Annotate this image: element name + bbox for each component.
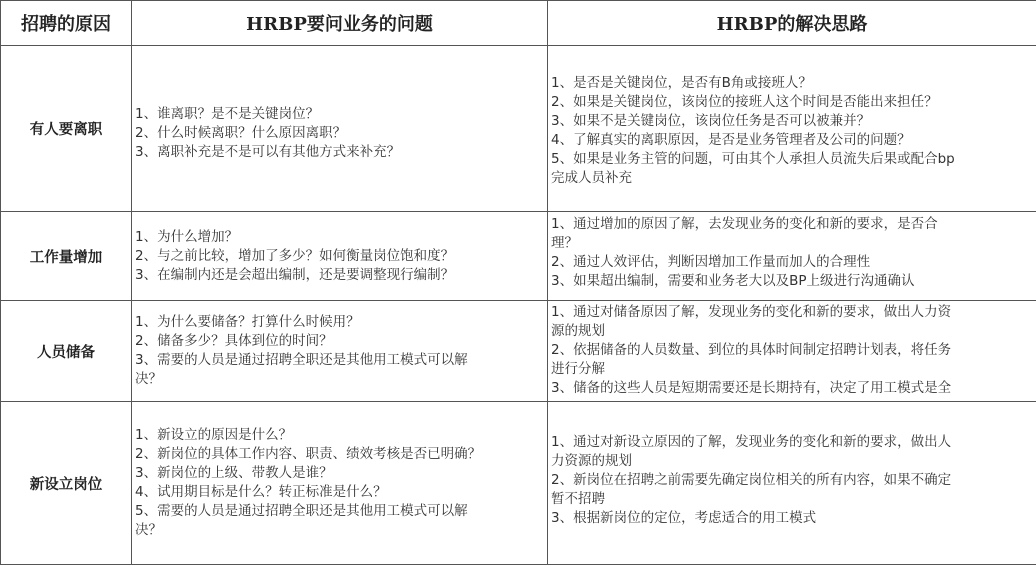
question-line: 1、为什么增加？ <box>135 228 543 247</box>
question-line: 决？ <box>135 521 543 540</box>
questions-cell <box>132 402 548 565</box>
questions-cell <box>132 46 548 212</box>
solutions-cell <box>548 212 1036 301</box>
solution-line: 1、是否是关键岗位，是否有B角或接班人？ <box>551 74 1032 93</box>
question-line: 2、什么时候离职？什么原因离职？ <box>135 124 543 143</box>
solution-line: 理？ <box>551 234 1032 253</box>
solution-line: 1、通过对储备原因了解，发现业务的变化和新的要求，做出人力资 <box>551 303 1032 322</box>
solution-line: 2、新岗位在招聘之前需要先确定岗位相关的所有内容，如果不确定 <box>551 471 1032 490</box>
solution-line: 源的规划 <box>551 322 1032 341</box>
solution-line: 2、依据储备的人员数量、到位的具体时间制定招聘计划表，将任务 <box>551 341 1032 360</box>
question-line: 1、为什么要储备？打算什么时候用？ <box>135 313 543 332</box>
solutions-cell <box>548 301 1036 402</box>
solution-line: 1、通过增加的原因了解，去发现业务的变化和新的要求，是否合 <box>551 215 1032 234</box>
questions-cell <box>132 212 548 301</box>
header-reason: 招聘的原因 <box>1 1 132 46</box>
question-line: 2、储备多少？具体到位的时间？ <box>135 332 543 351</box>
solution-line: 暂不招聘 <box>551 490 1032 509</box>
question-line: 决？ <box>135 370 543 389</box>
header-row <box>1 1 1036 46</box>
table-row <box>1 46 1036 212</box>
header-questions: HRBP要问业务的问题 <box>132 1 548 46</box>
question-line: 3、离职补充是不是可以有其他方式来补充？ <box>135 143 543 162</box>
solution-line: 3、如果超出编制，需要和业务老大以及BP上级进行沟通确认 <box>551 272 1032 291</box>
question-line: 1、谁离职？是不是关键岗位？ <box>135 105 543 124</box>
solution-line: 2、如果是关键岗位，该岗位的接班人这个时间是否能出来担任？ <box>551 93 1032 112</box>
question-line: 3、需要的人员是通过招聘全职还是其他用工模式可以解 <box>135 351 543 370</box>
question-line: 2、新岗位的具体工作内容、职责、绩效考核是否已明确？ <box>135 445 543 464</box>
solution-line: 3、根据新岗位的定位，考虑适合的用工模式 <box>551 509 1032 528</box>
question-line: 4、试用期目标是什么？转正标准是什么？ <box>135 483 543 502</box>
reason-cell: 工作量增加 <box>1 212 132 301</box>
solution-line: 进行分解 <box>551 360 1032 379</box>
table-row <box>1 402 1036 565</box>
question-line: 3、在编制内还是会超出编制，还是要调整现行编制？ <box>135 266 543 285</box>
table-row <box>1 212 1036 301</box>
solutions-cell <box>548 402 1036 565</box>
question-line: 2、与之前比较，增加了多少？如何衡量岗位饱和度？ <box>135 247 543 266</box>
solution-line: 力资源的规划 <box>551 452 1032 471</box>
reason-cell: 有人要离职 <box>1 46 132 212</box>
solution-line: 3、如果不是关键岗位，该岗位任务是否可以被兼并？ <box>551 112 1032 131</box>
solution-line: 完成人员补充 <box>551 169 1032 188</box>
reason-cell: 新设立岗位 <box>1 402 132 565</box>
solution-line: 1、通过对新设立原因的了解，发现业务的变化和新的要求，做出人 <box>551 433 1032 452</box>
questions-cell <box>132 301 548 402</box>
reason-cell: 人员储备 <box>1 301 132 402</box>
solution-line: 2、通过人效评估，判断因增加工作量而加人的合理性 <box>551 253 1032 272</box>
question-line: 3、新岗位的上级、带教人是谁？ <box>135 464 543 483</box>
solution-line: 4、了解真实的离职原因，是否是业务管理者及公司的问题？ <box>551 131 1032 150</box>
solution-line: 3、储备的这些人员是短期需要还是长期持有，决定了用工模式是全 <box>551 379 1032 398</box>
question-line: 5、需要的人员是通过招聘全职还是其他用工模式可以解 <box>135 502 543 521</box>
header-solutions: HRBP的解决思路 <box>548 1 1036 46</box>
solution-line: 5、如果是业务主管的问题，可由其个人承担人员流失后果或配合bp <box>551 150 1032 169</box>
table-row <box>1 301 1036 402</box>
question-line: 1、新设立的原因是什么？ <box>135 426 543 445</box>
solutions-cell <box>548 46 1036 212</box>
